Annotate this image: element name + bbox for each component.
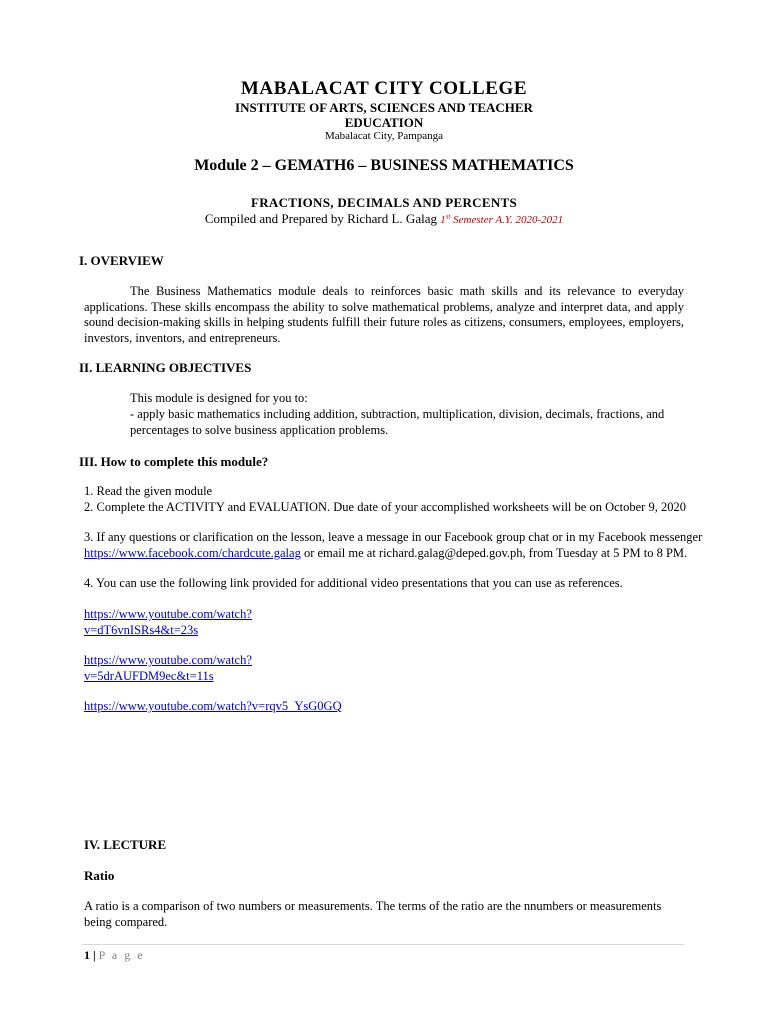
ratio-heading: Ratio xyxy=(84,868,115,883)
overview-text: The Business Mathematics module deals to reinforces basic math skills and its relevance to everyday applications. These skills encompass the ability to solve mathematical problems, analyze and interpret data, and apply sound decision-making skills in helping students fulfill their future roles as citizens, consumers, employees, employers, investors, inventors, and entrepreneurs. xyxy=(84,284,684,345)
page-word: P a g e xyxy=(98,948,145,962)
youtube-link-3-line-1[interactable]: https://www.youtube.com/watch?v=rqv5_YsG0GQ xyxy=(84,699,342,713)
youtube-link-2-line-1[interactable]: https://www.youtube.com/watch? xyxy=(84,653,252,667)
step-3-text-after: or email me at richard.galag@deped.gov.ph, from Tuesday at 5 PM to 8 PM. xyxy=(300,545,688,560)
institute-line-1: INSTITUTE OF ARTS, SCIENCES AND TEACHER xyxy=(235,100,533,115)
how-to-step-1: 1. Read the given module xyxy=(84,484,213,498)
institute-name xyxy=(0,100,768,130)
college-city: Mabalacat City, Pampanga xyxy=(324,130,444,142)
page-footer xyxy=(84,948,145,963)
youtube-link-1-line-1[interactable]: https://www.youtube.com/watch? xyxy=(84,607,252,621)
institute-line-2: EDUCATION xyxy=(344,115,424,130)
college-name: MABALACAT CITY COLLEGE xyxy=(240,78,528,99)
module-title: Module 2 – GEMATH6 – BUSINESS MATHEMATICS xyxy=(194,157,574,174)
how-to-step-4: 4. You can use the following link provided for additional video presentations that you can use as references. xyxy=(84,576,623,590)
footer-divider xyxy=(82,944,684,945)
objectives-item: - apply basic mathematics including addition, subtraction, multiplication, division, decimals, fractions, and percentages to solve business application problems. xyxy=(130,407,665,437)
how-to-step-2: 2. Complete the ACTIVITY and EVALUATION. Due date of your accomplished worksheets will be on October 9, 2020 xyxy=(84,500,686,514)
objectives-heading: II. LEARNING OBJECTIVES xyxy=(79,360,252,375)
objectives-intro: This module is designed for you to: xyxy=(130,391,308,405)
page-number: 1 xyxy=(84,948,90,962)
compiled-by-line xyxy=(0,211,768,227)
ratio-definition: A ratio is a comparison of two numbers or measurements. The terms of the ratio are the nnumbers or measurements being compared. xyxy=(84,899,662,929)
youtube-link-3[interactable] xyxy=(84,699,342,715)
compiled-by: Compiled and Prepared by Richard L. Galag xyxy=(204,211,437,226)
topic-title: FRACTIONS, DECIMALS AND PERCENTS xyxy=(250,195,518,210)
youtube-link-2-line-2[interactable]: v=5drAUFDM9ec&t=11s xyxy=(84,668,214,683)
youtube-link-1-line-2[interactable]: v=dT6vnISRs4&t=23s xyxy=(84,622,199,637)
youtube-link-1[interactable] xyxy=(84,607,252,638)
overview-heading: I. OVERVIEW xyxy=(79,253,164,268)
youtube-link-2[interactable] xyxy=(84,653,252,684)
lecture-heading: IV. LECTURE xyxy=(84,837,167,852)
semester-label: 1st Semester A.Y. 2020-2021 xyxy=(440,212,564,226)
page-separator: | xyxy=(93,948,96,962)
facebook-link[interactable]: https://www.facebook.com/chardcute.galag xyxy=(84,545,301,560)
how-to-step-3 xyxy=(84,530,724,561)
how-to-heading: III. How to complete this module? xyxy=(79,454,269,469)
step-3-text-before: 3. If any questions or clarification on the lesson, leave a message in our Facebook group chat or in my Facebook messenger xyxy=(84,530,703,544)
